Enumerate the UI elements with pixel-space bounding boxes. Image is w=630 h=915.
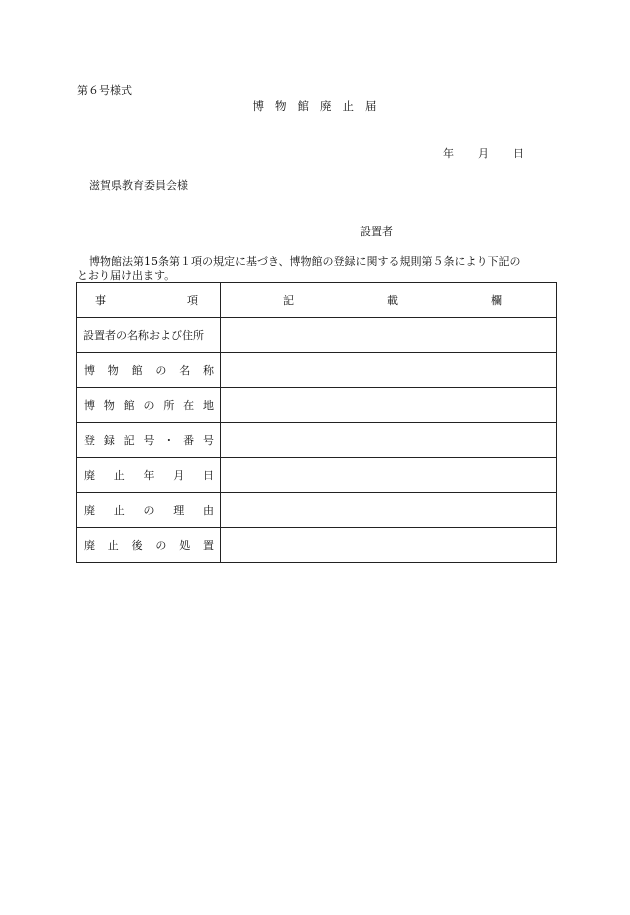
row-label-cell: [77, 528, 221, 563]
row-label-char: 博: [84, 399, 95, 412]
table-row: [77, 423, 557, 458]
row-label-char: 館: [123, 399, 135, 412]
row-entry-field[interactable]: [221, 318, 557, 353]
row-entry-field[interactable]: [221, 423, 557, 458]
row-label-char: 称: [202, 364, 214, 377]
row-label-char: 止: [107, 539, 119, 552]
row-label-cell: [77, 353, 221, 388]
row-label-char: 所: [163, 399, 175, 412]
founder-label: 設置者: [360, 225, 393, 238]
table-row: [77, 388, 557, 423]
title-char: 止: [342, 99, 355, 113]
date-year-label: 年: [443, 147, 454, 160]
header-item-label: [77, 283, 220, 317]
header-entry-char: 記: [283, 294, 294, 307]
title-char: 届: [365, 99, 378, 113]
row-label-char: の: [155, 539, 167, 552]
row-label-cell: [77, 318, 221, 353]
table-row: [77, 528, 557, 563]
header-item-cell: [77, 283, 221, 318]
notification-table: [76, 282, 557, 563]
row-label-char: 地: [202, 399, 214, 412]
row-label-char: の: [143, 399, 155, 412]
header-entry-label: [221, 283, 556, 317]
title-char: 廃: [320, 99, 333, 113]
header-entry-char: 欄: [491, 294, 502, 307]
row-entry-field[interactable]: [221, 528, 557, 563]
date-month-label: 月: [478, 147, 489, 160]
row-label-char: 日: [203, 469, 214, 482]
row-entry-field[interactable]: [221, 458, 557, 493]
title-char: 物: [275, 99, 288, 113]
row-label-char: 廃: [84, 504, 95, 517]
row-entry-field[interactable]: [221, 353, 557, 388]
row-label-char: 登: [84, 434, 95, 447]
title-char: 館: [297, 99, 310, 113]
row-label-cell: [77, 493, 221, 528]
row-entry-field[interactable]: [221, 388, 557, 423]
date-row: [443, 145, 524, 161]
row-label-char: の: [155, 364, 167, 377]
row-label-char: 録: [103, 434, 115, 447]
row-label-char: 処: [179, 539, 191, 552]
date-day-label: 日: [513, 147, 524, 160]
row-label-char: 名: [179, 364, 191, 377]
row-label-char: 止: [113, 504, 125, 517]
row-label-cell: [77, 458, 221, 493]
row-label-char: 月: [173, 469, 185, 482]
row-label-char: 在: [183, 399, 195, 412]
row-label-char: ・: [163, 434, 175, 447]
header-entry-cell: [221, 283, 557, 318]
row-label: 設置者の名称および住所: [83, 329, 204, 342]
row-label-char: 後: [131, 539, 143, 552]
table-header-row: [77, 283, 557, 318]
title-char: 博: [252, 99, 265, 113]
row-label-char: 館: [131, 364, 143, 377]
row-label-char: 記: [123, 434, 135, 447]
table-row: [77, 353, 557, 388]
row-entry-field[interactable]: [221, 493, 557, 528]
header-entry-char: 載: [387, 294, 398, 307]
row-label-cell: [77, 388, 221, 423]
form-number: 第６号様式: [77, 84, 132, 97]
row-label-char: 号: [202, 434, 214, 447]
row-label-char: の: [143, 504, 155, 517]
row-label-char: 物: [107, 364, 119, 377]
table-row: [77, 493, 557, 528]
recipient: 滋賀県教育委員会様: [89, 179, 188, 192]
header-item-char: 項: [187, 294, 198, 307]
row-label-char: 由: [203, 504, 214, 517]
document-title: [0, 98, 630, 114]
row-label-cell: [77, 423, 221, 458]
row-label-char: 物: [103, 399, 115, 412]
table-row: [77, 318, 557, 353]
body-text-line-1: 博物館法第15条第１項の規定に基づき、博物館の登録に関する規則第５条により下記の: [89, 255, 521, 268]
row-label-char: 理: [173, 504, 185, 517]
row-label-char: 博: [84, 364, 95, 377]
header-item-char: 事: [95, 294, 106, 307]
body-text-line-2: とおり届け出ます。: [77, 269, 176, 282]
row-label-char: 号: [143, 434, 155, 447]
table-row: [77, 458, 557, 493]
row-label-char: 止: [113, 469, 125, 482]
row-label-char: 置: [202, 539, 214, 552]
row-label-char: 年: [143, 469, 155, 482]
row-label-char: 廃: [84, 539, 95, 552]
row-label-char: 廃: [84, 469, 95, 482]
row-label-char: 番: [183, 434, 195, 447]
